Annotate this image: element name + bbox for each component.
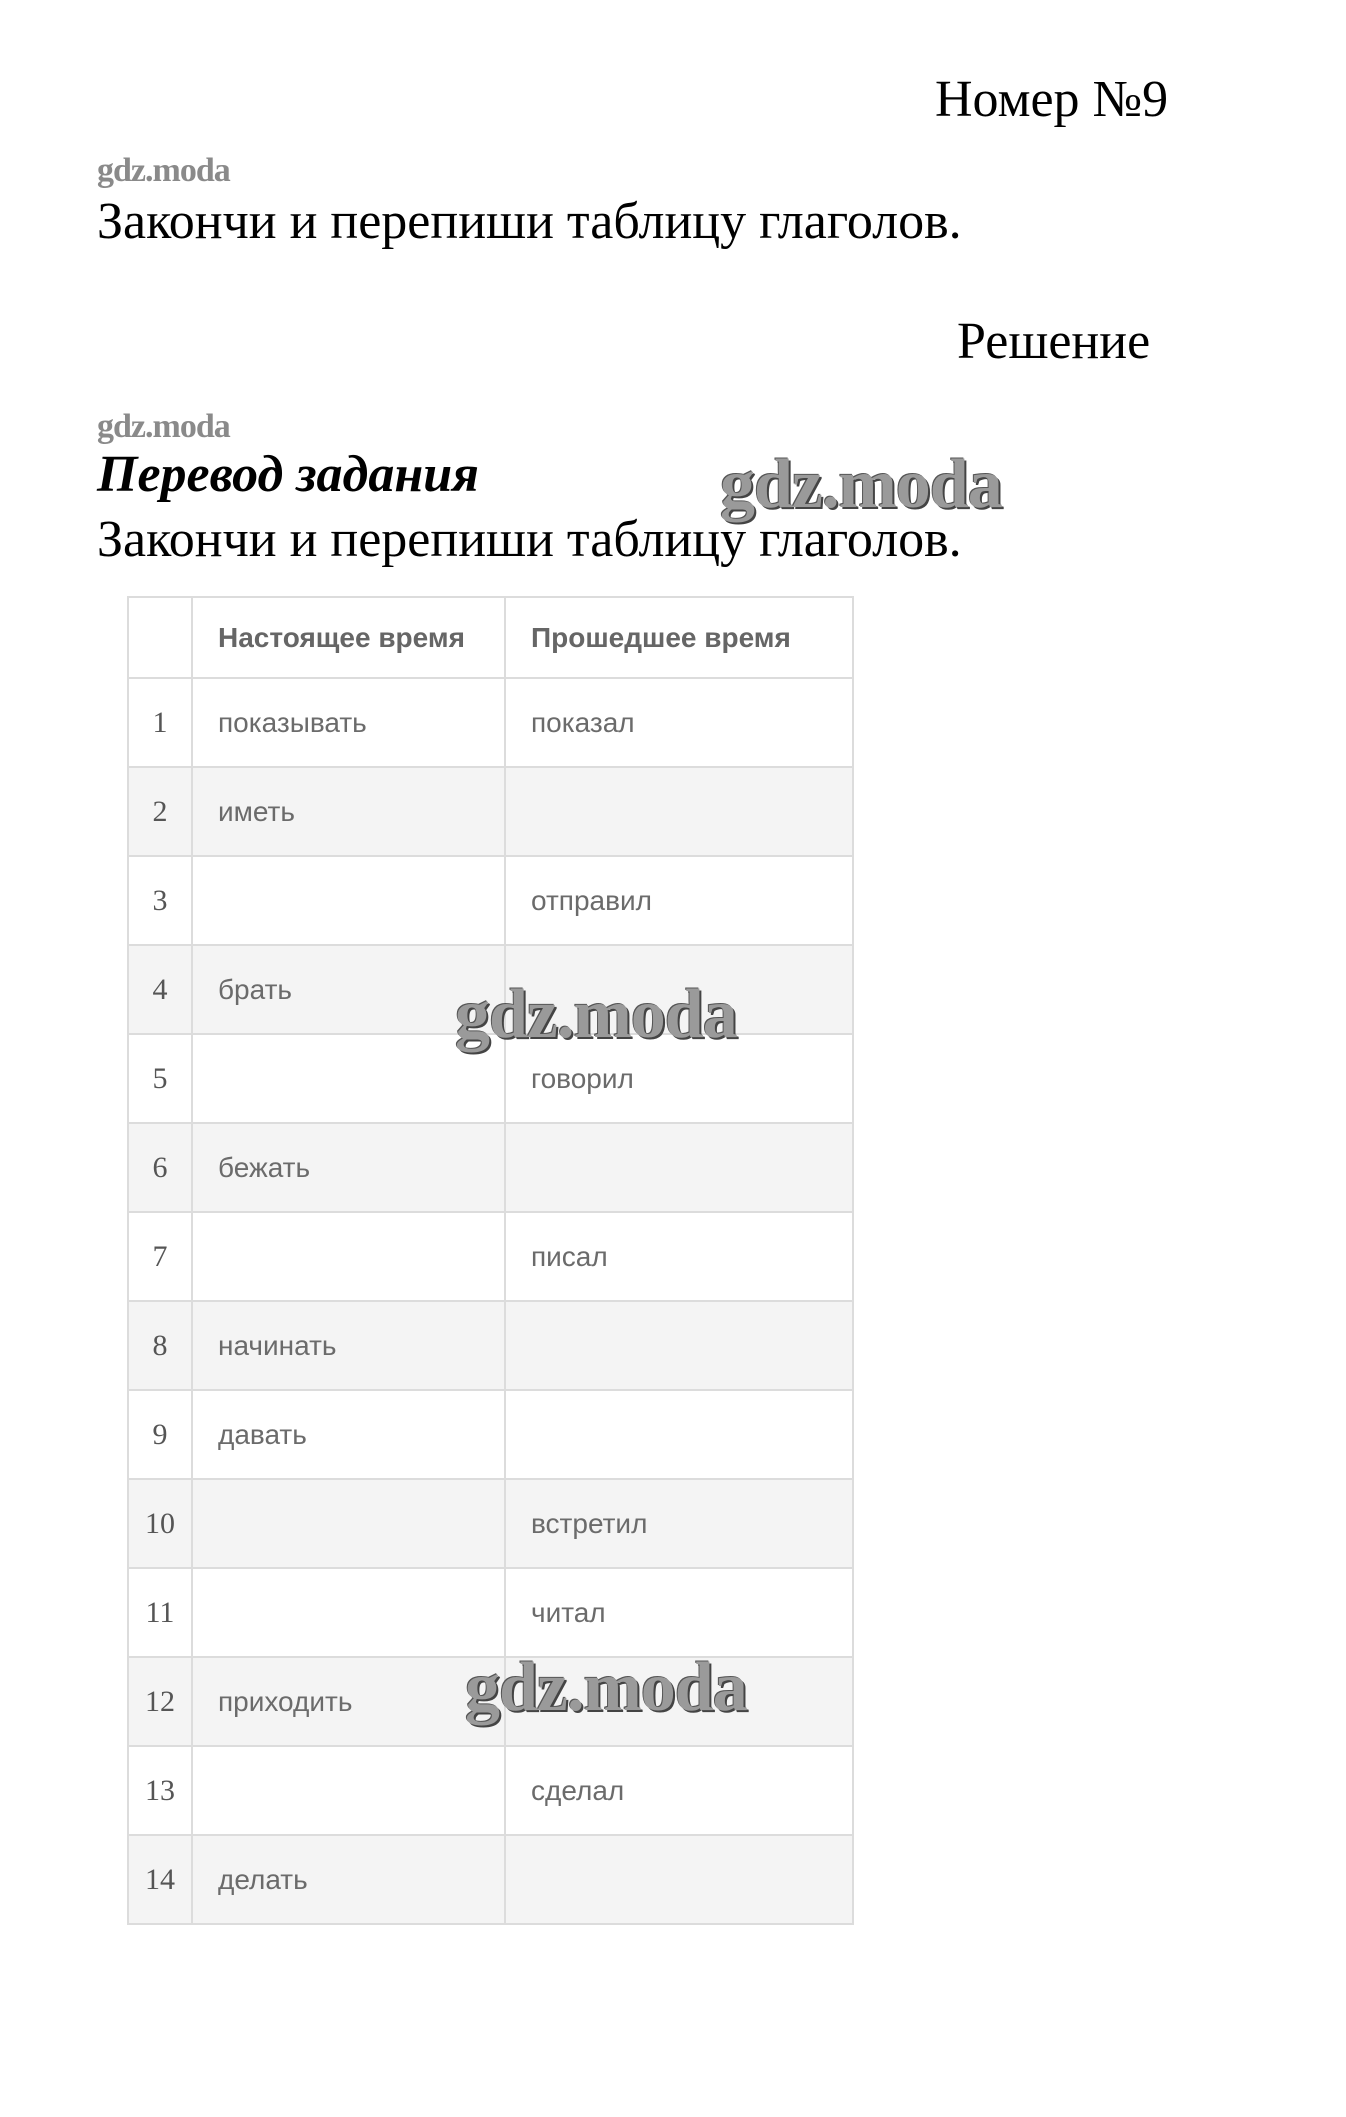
- past-tense-cell: [505, 1301, 853, 1390]
- row-number: 12: [128, 1657, 192, 1746]
- task-text: Закончи и перепиши таблицу глаголов.: [97, 193, 962, 250]
- solution-label: Решение: [957, 313, 1151, 370]
- present-tense-cell: иметь: [192, 767, 505, 856]
- table-row: [128, 1568, 853, 1657]
- table-row: [128, 856, 853, 945]
- watermark: gdz.moda: [97, 152, 230, 189]
- row-number: 3: [128, 856, 192, 945]
- watermark: gdz.moda: [455, 976, 737, 1053]
- row-number: 8: [128, 1301, 192, 1390]
- past-tense-cell: встретил: [505, 1479, 853, 1568]
- row-number: 2: [128, 767, 192, 856]
- table-header-row: [128, 597, 853, 678]
- present-tense-cell: давать: [192, 1390, 505, 1479]
- row-number: 1: [128, 678, 192, 767]
- table-row: [128, 1301, 853, 1390]
- present-tense-cell: приходить: [192, 1657, 505, 1746]
- table-row: [128, 1212, 853, 1301]
- past-tense-cell: отправил: [505, 856, 853, 945]
- table-row: [128, 1746, 853, 1835]
- past-tense-cell: [505, 1390, 853, 1479]
- present-tense-cell: [192, 1479, 505, 1568]
- present-tense-cell: [192, 1568, 505, 1657]
- past-tense-cell: сделал: [505, 1746, 853, 1835]
- present-tense-cell: брать: [192, 945, 505, 1034]
- past-tense-cell: читал: [505, 1568, 853, 1657]
- row-number: 5: [128, 1034, 192, 1123]
- present-tense-cell: [192, 856, 505, 945]
- row-number: 11: [128, 1568, 192, 1657]
- watermark: gdz.moda: [465, 1649, 747, 1726]
- table-row: [128, 767, 853, 856]
- table-body: [128, 678, 853, 1924]
- present-tense-cell: начинать: [192, 1301, 505, 1390]
- row-number: 4: [128, 945, 192, 1034]
- past-tense-cell: [505, 1123, 853, 1212]
- row-number: 9: [128, 1390, 192, 1479]
- past-tense-cell: [505, 1835, 853, 1924]
- task-number: Номер №9: [935, 71, 1169, 128]
- past-tense-cell: писал: [505, 1212, 853, 1301]
- header-number: [128, 597, 192, 678]
- watermark: gdz.moda: [720, 446, 1002, 523]
- table-row: [128, 1390, 853, 1479]
- table-row: [128, 1123, 853, 1212]
- row-number: 13: [128, 1746, 192, 1835]
- past-tense-cell: показал: [505, 678, 853, 767]
- header-past-tense: Прошедшее время: [505, 597, 853, 678]
- present-tense-cell: бежать: [192, 1123, 505, 1212]
- table-row: [128, 1835, 853, 1924]
- past-tense-cell: говорил: [505, 1034, 853, 1123]
- table-row: [128, 1479, 853, 1568]
- present-tense-cell: делать: [192, 1835, 505, 1924]
- present-tense-cell: показывать: [192, 678, 505, 767]
- translation-heading: Перевод задания: [97, 446, 479, 503]
- row-number: 7: [128, 1212, 192, 1301]
- present-tense-cell: [192, 1746, 505, 1835]
- table-row: [128, 678, 853, 767]
- row-number: 10: [128, 1479, 192, 1568]
- header-present-tense: Настоящее время: [192, 597, 505, 678]
- row-number: 6: [128, 1123, 192, 1212]
- present-tense-cell: [192, 1212, 505, 1301]
- past-tense-cell: [505, 767, 853, 856]
- translation-task-text: Закончи и перепиши таблицу глаголов.: [97, 511, 962, 568]
- watermark: gdz.moda: [97, 408, 230, 445]
- row-number: 14: [128, 1835, 192, 1924]
